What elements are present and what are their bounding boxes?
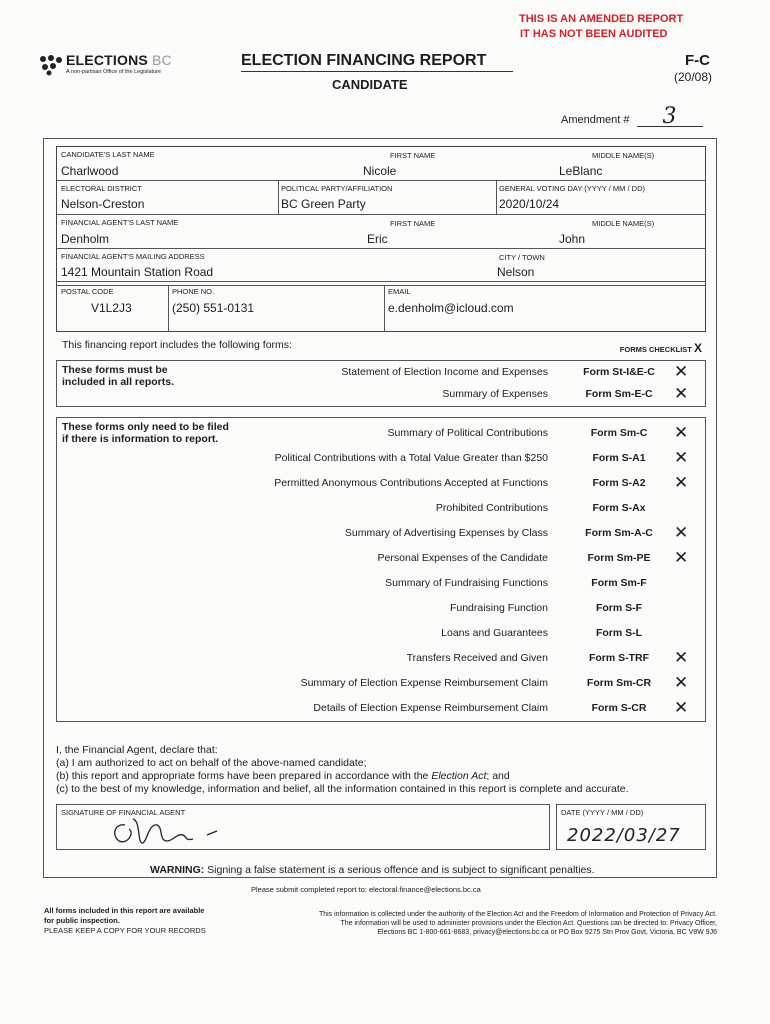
agent-city[interactable]: Nelson (497, 265, 535, 279)
checklist-intro: This financing report includes the following forms: (62, 339, 292, 351)
agent-address-label: FINANCIAL AGENT'S MAILING ADDRESS (61, 252, 205, 261)
declaration (56, 744, 706, 796)
party[interactable]: BC Green Party (281, 197, 366, 211)
form-checkbox-mark[interactable]: ✕ (674, 673, 689, 692)
public-inspection-note: All forms included in this report are available for public inspection. PLEASE KEEP A COPY FOR YOUR RECORDS (44, 906, 206, 935)
voting-day[interactable]: 2020/10/24 (499, 197, 560, 211)
agent-middle-name[interactable]: John (559, 232, 586, 246)
candidate-info-box (56, 146, 706, 332)
form-name: Personal Expenses of the Candidate (377, 552, 548, 564)
form-name: Statement of Election Income and Expenses (341, 366, 548, 378)
amendment-value[interactable]: 3 (662, 104, 677, 129)
checklist-mark: X (693, 341, 702, 355)
agent-middle-name-label: MIDDLE NAME(S) (592, 219, 655, 228)
declaration-intro: I, the Financial Agent, declare that: (56, 744, 218, 756)
signature-area (56, 804, 706, 850)
logo-suffix: BC (152, 52, 172, 68)
logo-name: ELECTIONS (66, 52, 148, 68)
form-checkbox-mark[interactable]: ✕ (674, 473, 689, 492)
form-code-cell: Form S-L (595, 627, 643, 639)
form-checkbox-mark[interactable]: ✕ (674, 362, 689, 381)
form-code-cell: Form S-A1 (592, 452, 646, 464)
form-row (57, 384, 705, 406)
form-row (57, 573, 705, 595)
agent-first-name[interactable]: Eric (367, 232, 388, 246)
voting-day-label: GENERAL VOTING DAY (YYYY / MM / DD) (499, 184, 645, 193)
form-row (57, 423, 705, 445)
agent-first-name-label: FIRST NAME (390, 219, 436, 228)
form-name: Political Contributions with a Total Value Greater than $250 (274, 452, 548, 464)
privacy-notice: This information is collected under the authority of the Election Act and the Freedom of Information and Protection of Privacy Act. The information will be used to administer provisions under the Election Act. Questions can be directed to: Privacy Officer, Elections BC 1-800-661-8683, privacy@elections.bc.ca or PO Box 9275 Stn Prov Govt, Victoria, BC V8W 9J6 (318, 911, 717, 936)
form-code-cell: Form Sm-A-C (585, 527, 653, 539)
declaration-a: (a) I am authorized to act on behalf of the above-named candidate; (56, 757, 367, 769)
date-label: DATE (YYYY / MM / DD) (561, 808, 644, 817)
form-checkbox-mark[interactable]: ✕ (674, 698, 689, 717)
form-version: (20/08) (674, 70, 713, 84)
signature-date: 2022/03/27 (567, 825, 681, 846)
candidate-first-name[interactable]: Nicole (363, 164, 397, 178)
form-checkbox-mark[interactable]: ✕ (674, 648, 689, 667)
form-name: Prohibited Contributions (435, 502, 548, 514)
optional-forms-box (56, 417, 706, 722)
amendment-notice (519, 12, 683, 42)
agent-last-name[interactable]: Denholm (61, 232, 110, 246)
submit-instructions: Please submit completed report to: electoral.finance@elections.bc.ca (251, 885, 481, 894)
form-name: Loans and Guarantees (441, 627, 548, 639)
form-checkbox-mark[interactable]: ✕ (674, 384, 689, 403)
form-checkbox-mark[interactable]: ✕ (674, 548, 689, 567)
agent-last-name-label: FINANCIAL AGENT'S LAST NAME (61, 218, 179, 227)
form-code: F-C (685, 52, 710, 69)
form-name: Details of Election Expense Reimbursement Claim (313, 702, 548, 714)
signature-field[interactable] (56, 804, 550, 850)
phone[interactable]: (250) 551-0131 (172, 301, 255, 315)
form-code-cell: Form Sm-PE (587, 552, 651, 564)
form-code-cell: Form St-I&E-C (583, 366, 655, 378)
form-name: Permitted Anonymous Contributions Accepted at Functions (274, 477, 548, 489)
declaration-c: (c) to the best of my knowledge, information and belief, all the information contained in this report is complete and accurate. (56, 783, 629, 795)
form-name: Summary of Advertising Expenses by Class (344, 527, 548, 539)
amendment-notice-line2: IT HAS NOT BEEN AUDITED (520, 28, 668, 40)
handwritten-signature (107, 811, 237, 851)
party-label: POLITICAL PARTY/AFFILIATION (281, 184, 393, 193)
form-row (57, 673, 705, 695)
report-subtitle: CANDIDATE (332, 77, 408, 92)
form-row (57, 698, 705, 720)
postal-code[interactable]: V1L2J3 (91, 301, 132, 315)
form-code-cell: Form S-TRF (588, 652, 650, 664)
candidate-middle-name[interactable]: LeBlanc (559, 164, 603, 178)
report-title: ELECTION FINANCING REPORT (241, 52, 513, 72)
form-row (57, 598, 705, 620)
required-forms-box (56, 360, 706, 407)
candidate-first-name-label: FIRST NAME (390, 151, 436, 160)
form-row (57, 623, 705, 645)
form-name: Summary of Political Contributions (387, 427, 548, 439)
signature-date-field[interactable] (556, 804, 706, 850)
form-code-cell: Form Sm-CR (586, 677, 652, 689)
postal-code-label: POSTAL CODE (61, 287, 114, 296)
logo-tagline: A non-partisan Office of the Legislature (66, 69, 161, 75)
signature-label: SIGNATURE OF FINANCIAL AGENT (61, 808, 186, 817)
form-row (57, 523, 705, 545)
form-checkbox-mark[interactable]: ✕ (674, 423, 689, 442)
form-row (57, 473, 705, 495)
form-row (57, 362, 705, 384)
form-name: Summary of Election Expense Reimbursement Claim (300, 677, 548, 689)
candidate-last-name[interactable]: Charlwood (61, 164, 119, 178)
phone-label: PHONE NO. (172, 287, 215, 296)
electoral-district-label: ELECTORAL DISTRICT (61, 184, 142, 193)
form-name: Transfers Received and Given (406, 652, 548, 664)
form-row (57, 648, 705, 670)
form-checkbox-mark[interactable]: ✕ (674, 448, 689, 467)
optional-forms-note: These forms only need to be filed if there is information to report. (62, 421, 229, 445)
declaration-b: (b) this report and appropriate forms have been prepared in accordance with the Election Act; and (56, 770, 510, 782)
amendment-notice-line1: THIS IS AN AMENDED REPORT (519, 13, 684, 25)
agent-city-label: CITY / TOWN (499, 253, 545, 262)
amendment-label: Amendment # (561, 114, 630, 126)
form-code-cell: Form S-F (595, 602, 643, 614)
forms-checklist (56, 337, 706, 735)
form-row (57, 498, 705, 520)
form-code-cell: Form S-CR (591, 702, 647, 714)
form-row (57, 448, 705, 470)
agent-address[interactable]: 1421 Mountain Station Road (61, 265, 214, 279)
electoral-district[interactable]: Nelson-Creston (61, 197, 145, 211)
form-code-cell: Form Sm-C (590, 427, 648, 439)
checklist-title (620, 341, 702, 355)
form-name: Summary of Expenses (442, 388, 548, 400)
elections-bc-logo-icon (38, 54, 64, 76)
email-label: EMAIL (388, 287, 411, 296)
checklist-label: FORMS CHECKLIST (619, 345, 692, 354)
candidate-middle-name-label: MIDDLE NAME(S) (592, 151, 655, 160)
form-code-cell: Form Sm-F (591, 577, 647, 589)
form-row (57, 548, 705, 570)
keep-copy-note: PLEASE KEEP A COPY FOR YOUR RECORDS (44, 926, 206, 935)
form-name: Summary of Fundraising Functions (385, 577, 548, 589)
form-checkbox-mark[interactable]: ✕ (674, 523, 689, 542)
amendment-number (561, 104, 703, 129)
form-code-cell: Form S-Ax (592, 502, 646, 514)
form-name: Fundraising Function (449, 602, 548, 614)
form-code-cell: Form Sm-E-C (585, 388, 653, 400)
warning-statement: WARNING: Signing a false statement is a serious offence and is subject to significant penalties. (150, 864, 595, 876)
form-code-cell: Form S-A2 (592, 477, 646, 489)
email[interactable]: e.denholm@icloud.com (388, 301, 514, 315)
required-forms-note: These forms must be included in all reports. (62, 364, 175, 388)
candidate-last-name-label: CANDIDATE'S LAST NAME (61, 150, 155, 159)
